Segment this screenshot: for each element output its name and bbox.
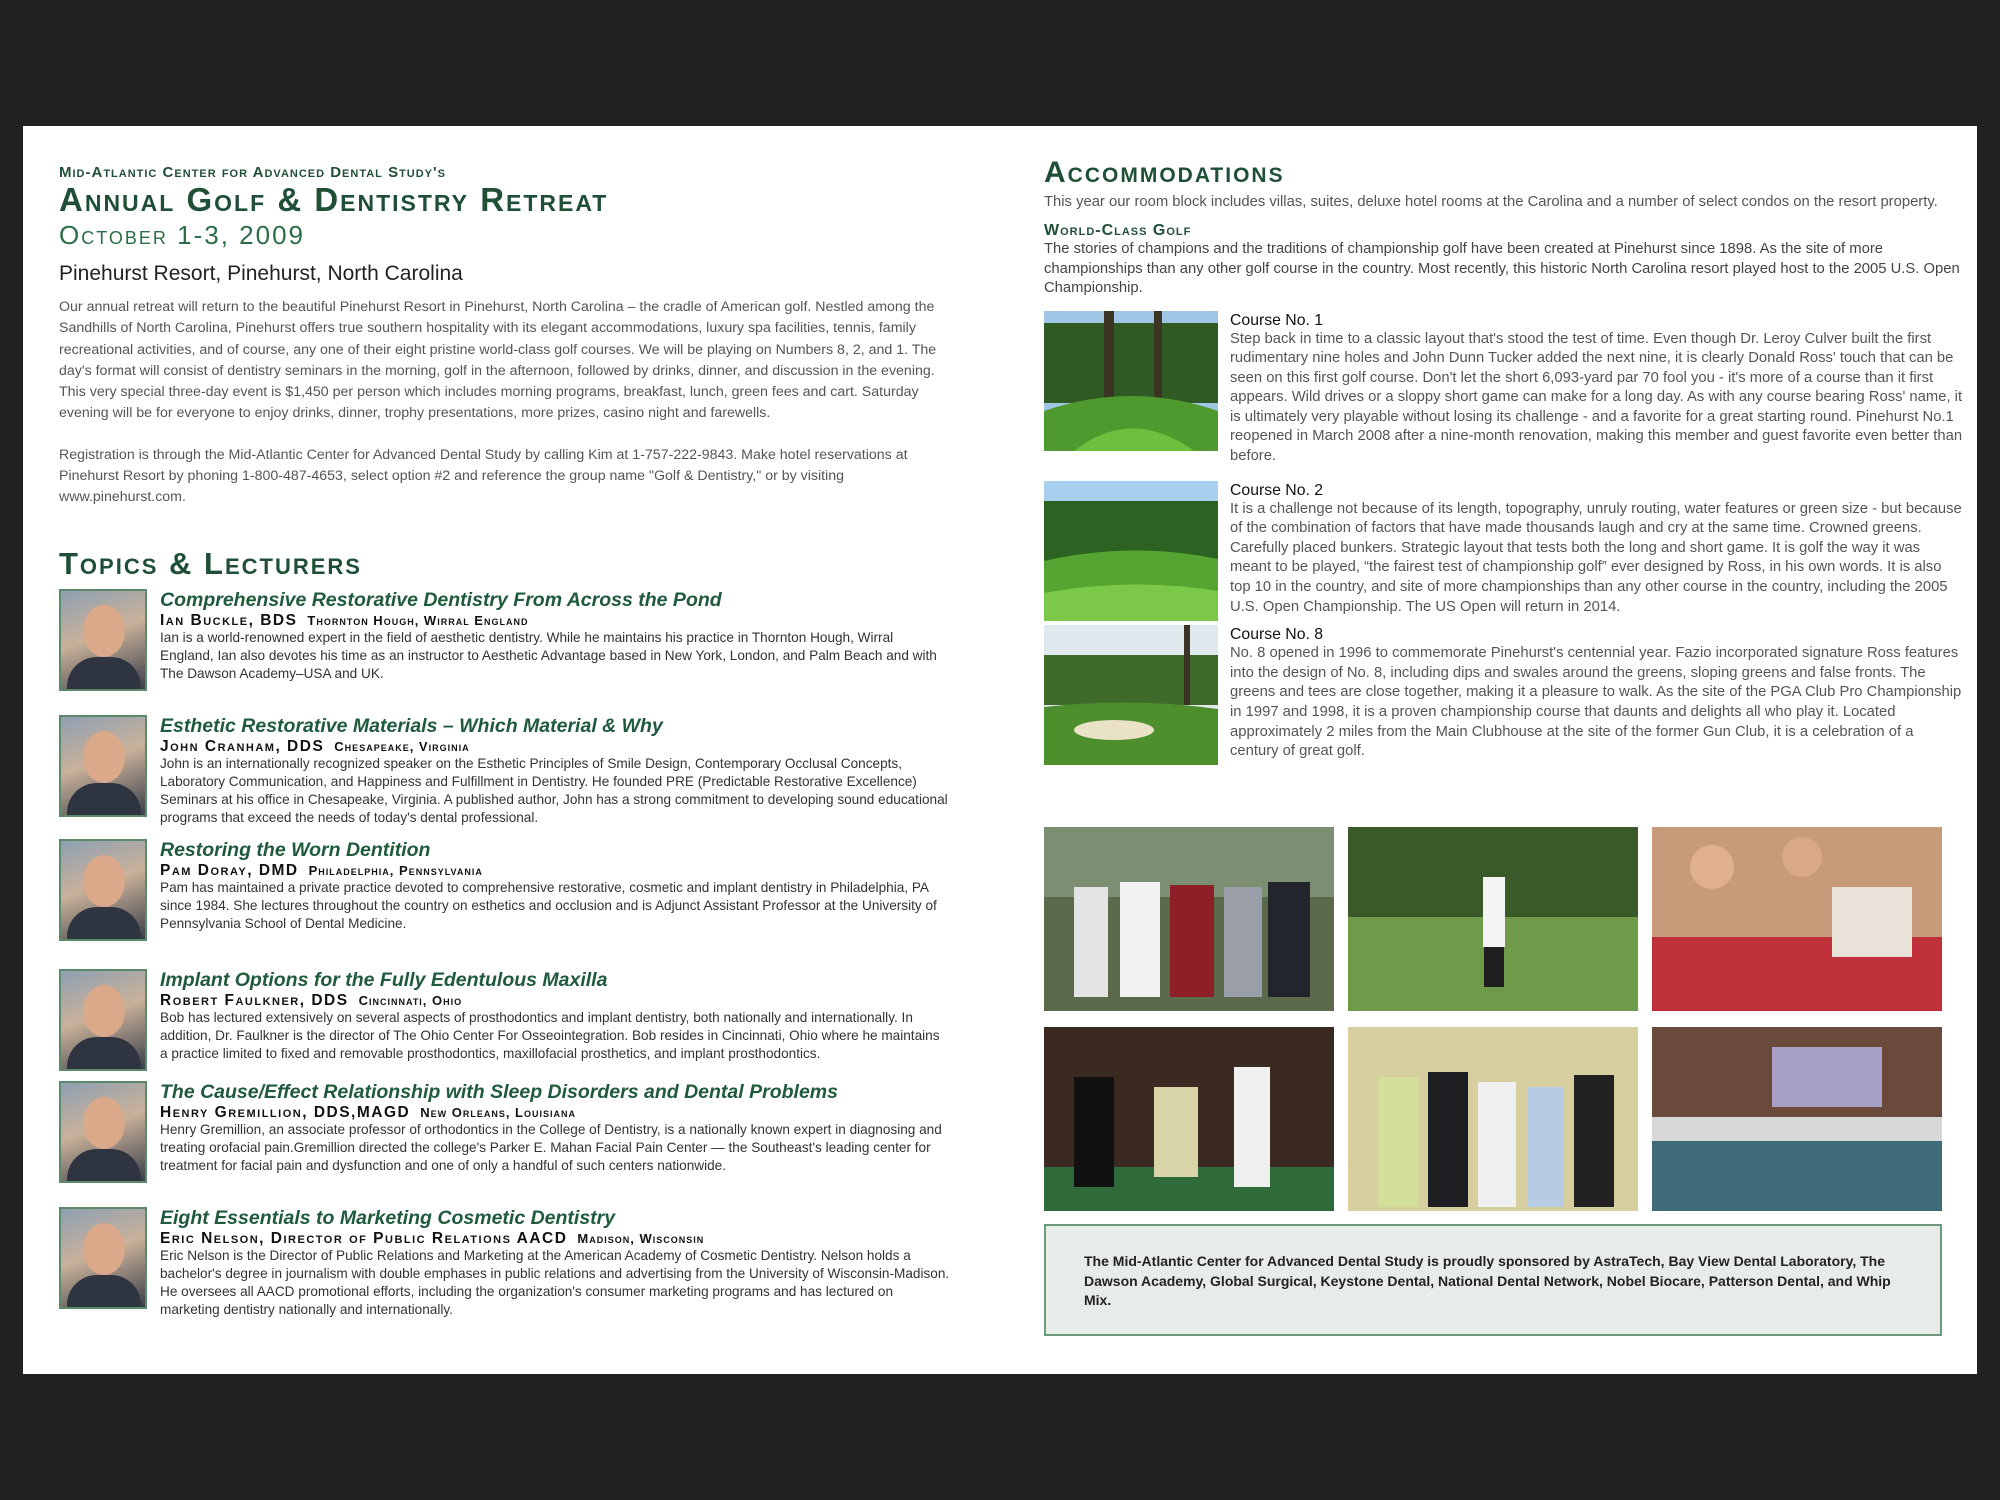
course-block [1044, 311, 1964, 467]
course-name: Course No. 8 [1230, 626, 1324, 644]
lecturer-name: Pam Doray, DMD [160, 861, 299, 879]
course-name: Course No. 1 [1230, 311, 1324, 329]
lecturer-photo [59, 839, 147, 941]
lecturer-bio: Pam has maintained a private practice devoted to comprehensive restorative, cosmetic and implant dentistry in Philadelphia, PA since 1984. She lectures throughout the country on esthetics and occlusion and is Adjunct Assistant Professor at the University of Pennsylvania School of Dental Medicine. [160, 879, 937, 931]
accommodations-heading: Accommodations [1044, 156, 1285, 189]
registration-paragraph: Registration is through the Mid-Atlantic Center for Advanced Dental Study by calling Kim at 1-757-222-9843. Make hotel reservations at Pinehurst Resort by phoning 1-800-487-4653, select option #2 and reference the group name "Golf & Dentistry," or by visiting www.pinehurst.com. [59, 446, 908, 506]
event-photo [1348, 827, 1638, 1011]
lecture-topic: Esthetic Restorative Materials – Which Material & Why [160, 714, 663, 737]
topics-heading: Topics & Lecturers [59, 545, 362, 581]
accommodations-text: This year our room block includes villas, suites, deluxe hotel rooms at the Carolina and a number of select condos on the resort property. [1044, 194, 1938, 210]
course-photo [1044, 481, 1218, 621]
retreat-date: October 1-3, 2009 [59, 220, 305, 250]
lecture-topic: Comprehensive Restorative Dentistry From Across the Pond [160, 588, 722, 611]
lecturer-block [59, 1081, 979, 1175]
course-description: No. 8 opened in 1996 to commemorate Pinehurst's centennial year. Fazio incorporated signature Ross features into the design of No. 8, including dips and swales around the greens, sloping greens and false fronts. The greens and tees are close together, making it a pleasure to walk. As the site of the PGA Club Pro Championship in 1997 and 1998, it is a proven championship course that daunts and delights all who play it. Located approximately 2 miles from the Main Clubhouse at the site of the former Gun Club, it is a celebration of a century of great golf. [1230, 645, 1962, 760]
lecturer-bio: Ian is a world-renowned expert in the field of aesthetic dentistry. While he maintains his practice in Thornton Hough, Wirral England, Ian also devotes his time as an instructor to Aesthetic Advantage based in New York, London, and Palm Beach and with The Dawson Academy–USA and UK. [160, 629, 937, 681]
event-photo [1348, 1027, 1638, 1211]
lecturer-block [59, 969, 979, 1063]
brochure-spread [23, 126, 1977, 1374]
lecture-topic: Restoring the Worn Dentition [160, 838, 431, 861]
lecturer-name: Robert Faulkner, DDS [160, 991, 349, 1009]
course-photo [1044, 311, 1218, 451]
lecturer-name: Ian Buckle, BDS [160, 611, 298, 629]
event-photo [1652, 1027, 1942, 1211]
lecturer-name: Eric Nelson, Director of Public Relations AACD [160, 1229, 568, 1247]
lecturer-bio: Eric Nelson is the Director of Public Relations and Marketing at the American Academy of Cosmetic Dentistry. Nelson holds a bachelor's degree in journalism with double emphases in public relations and advertising from the University of Wisconsin-Madison. He oversees all AACD promotional efforts, including the organization's consumer marketing programs and has lectured on marketing dentistry nationally and internationally. [160, 1247, 950, 1317]
right-column [1044, 156, 1964, 762]
lecture-topic: Implant Options for the Fully Edentulous Maxilla [160, 968, 608, 991]
lecturer-location: Philadelphia, Pennsylvania [308, 862, 483, 878]
intro-paragraph: Our annual retreat will return to the beautiful Pinehurst Resort in Pinehurst, North Carolina – the cradle of American golf. Nestled among the Sandhills of North Carolina, Pinehurst offers true southern hospitality with its elegant accommodations, luxury spa facilities, tennis, family recreational activities, and of course, any one of their eight pristine world-class golf courses. We will be playing on Numbers 8, 2, and 1. The day's format will consist of dentistry seminars in the morning, golf in the afternoon, followed by drinks, dinner, and discussion in the evening. This very special three-day event is $1,450 per person which includes morning programs, breakfast, lunch, green fees and cart. Saturday evening will be for everyone to enjoy drinks, dinner, trophy presentations, more prizes, casino night and farewells. [59, 299, 937, 422]
lecturer-photo [59, 1081, 147, 1183]
course-block [1044, 481, 1964, 618]
course-name: Course No. 2 [1230, 481, 1324, 499]
lecturer-location: Madison, Wisconsin [577, 1230, 705, 1246]
lecturer-location: New Orleans, Louisiana [420, 1104, 576, 1120]
lecturer-name: John Cranham, DDS [160, 737, 325, 755]
lecturer-name-line [160, 612, 979, 629]
lecturer-bio: John is an internationally recognized speaker on the Esthetic Principles of Smile Design, Contemporary Occlusal Concepts, Laboratory Communication, and Happiness and Fulfillment in Dentistry. He founded PRE (Predictable Restorative Excellence) Seminars at his office in Chesapeake, Virginia. A published author, John has a strong commitment to developing sound educational programs that exceed the needs of today's dental professional. [160, 755, 948, 825]
lecturer-name-line [160, 1104, 979, 1121]
lecturer-bio: Bob has lectured extensively on several aspects of prosthodontics and implant dentistry, both nationally and internationally. In addition, Dr. Faulkner is the director of The Ohio Center For Osseointegration. Bob resides in Cincinnati, Ohio where he maintains a practice limited to fixed and removable prosthodontics, maxillofacial prosthetics, and implant prosthodontics. [160, 1009, 940, 1061]
retreat-location: Pinehurst Resort, Pinehurst, North Carolina [59, 262, 463, 285]
course-description: Step back in time to a classic layout that's stood the test of time. Even though Dr. Leroy Culver built the first rudimentary nine holes and John Dunn Tucker added the next nine, it is clearly Donald Ross' touch that can be seen on this first golf course. Don't let the short 6,093-yard par 70 fool you - it's more of a course than it first appears. Wild drives or a sloppy short game can make for a long day. As with any course bearing Ross' name, it is ultimately very playable without losing its challenge - and a favorite for a great starting round. Pinehurst No.1 reopened in March 2008 after a nine-month renovation, making this member and guest favorite even better than before. [1230, 330, 1963, 465]
course-description: It is a challenge not because of its length, topography, unruly routing, water features or green size - but because of the combination of factors that have made thousands laugh and cry at the same time. Crowned greens. Carefully placed bunkers. Strategic layout that tests both the long and short game. It is golf the way it was meant to be played, “the fairest test of championship golf” ever designed by Ross, in his own words. It is also top 10 in the country, and site of more championships than any other course in the country, including the 2005 U.S. Open Championship. The US Open will return in 2014. [1230, 500, 1962, 615]
lecturer-name-line [160, 1230, 979, 1247]
lecture-topic: Eight Essentials to Marketing Cosmetic Dentistry [160, 1206, 616, 1229]
lecture-topic: The Cause/Effect Relationship with Sleep Disorders and Dental Problems [160, 1080, 838, 1103]
lecturer-location: Cincinnati, Ohio [358, 992, 463, 1008]
lecturer-name-line [160, 738, 979, 755]
sponsor-box [1044, 1224, 1942, 1336]
lecturer-name-line [160, 862, 979, 879]
lecturer-photo [59, 715, 147, 817]
left-column [59, 164, 979, 1319]
lecturer-photo [59, 589, 147, 691]
center-name: Mid-Atlantic Center for Advanced Dental Study's [59, 164, 446, 181]
lecturer-photo [59, 969, 147, 1071]
lecturer-location: Thornton Hough, Wirral England [307, 612, 529, 628]
course-photo [1044, 625, 1218, 765]
golf-heading: World-Class Golf [1044, 222, 1192, 239]
event-photo [1652, 827, 1942, 1011]
lecturer-block [59, 1207, 979, 1319]
event-photo-grid [1044, 827, 1944, 1213]
lecturer-block [59, 715, 979, 827]
lecturer-name-line [160, 992, 979, 1009]
lecturer-block [59, 839, 979, 933]
lecturer-photo [59, 1207, 147, 1309]
lecturer-block [59, 589, 979, 683]
event-photo [1044, 827, 1334, 1011]
lecturer-bio: Henry Gremillion, an associate professor of orthodontics in the College of Dentistry, is a nationally known expert in diagnosing and treating orofacial pain.Gremillion directed the college's Parker E. Mahan Facial Pain Center — the Southeast's leading center for treatment for facial pain and dysfunction and one of only a handful of such centers nationwide. [160, 1121, 942, 1173]
course-block [1044, 625, 1964, 762]
sponsor-text: The Mid-Atlantic Center for Advanced Dental Study is proudly sponsored by AstraTech, Bay View Dental Laboratory, The Dawson Academy, Global Surgical, Keystone Dental, National Dental Network, Nobel Biocare, Patterson Dental, and Whip Mix. [1084, 1253, 1891, 1309]
retreat-title: Annual Golf & Dentistry Retreat [59, 181, 609, 218]
lecturer-name: Henry Gremillion, DDS,MAGD [160, 1103, 411, 1121]
lecturer-location: Chesapeake, Virginia [334, 738, 470, 754]
event-photo [1044, 1027, 1334, 1211]
golf-text: The stories of champions and the traditions of championship golf have been created at Pinehurst since 1898. As the site of more championships than any other golf course in the country. Most recently, this historic North Carolina resort played host to the 2005 U.S. Open Championship. [1044, 241, 1960, 296]
